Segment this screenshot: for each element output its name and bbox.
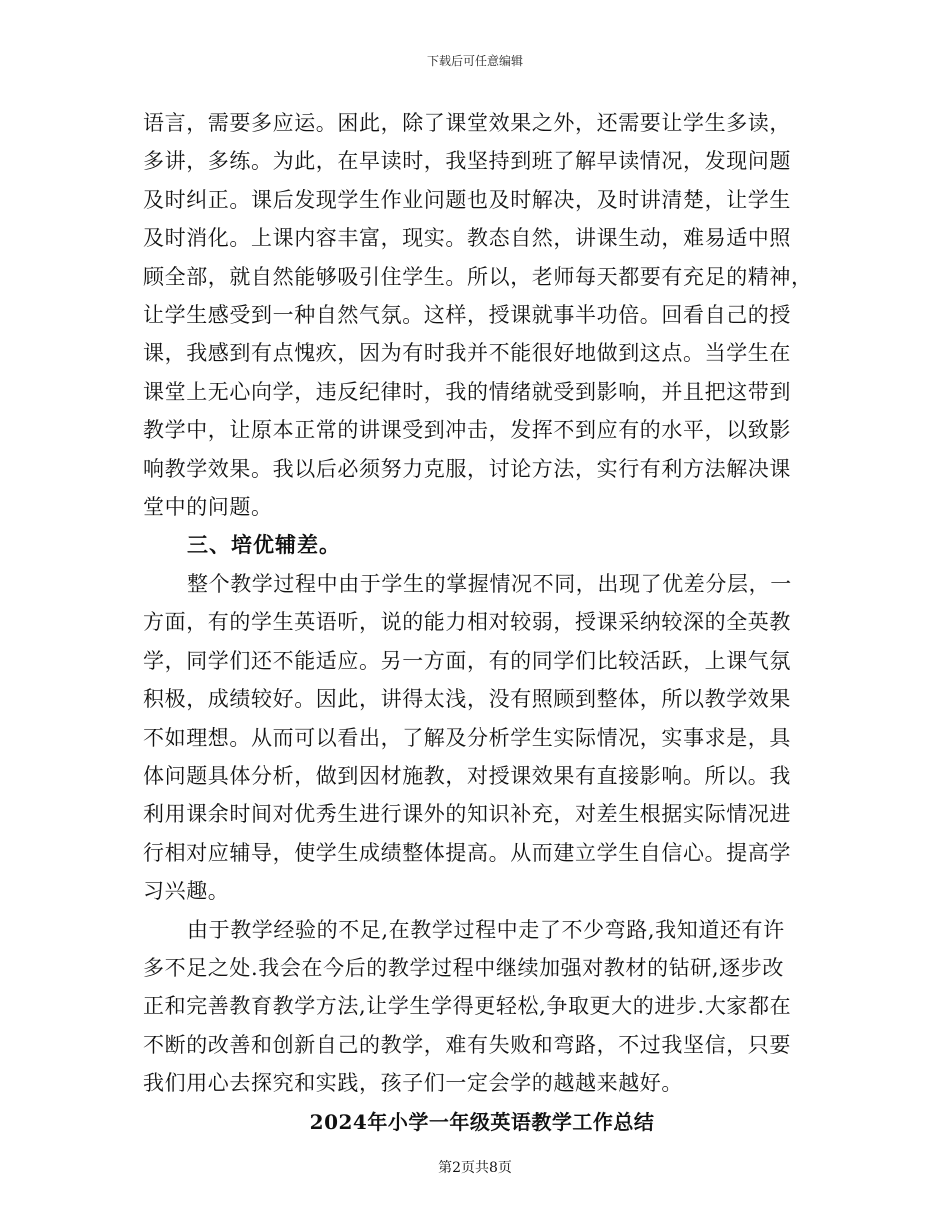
text-line: 堂中的问题。	[143, 495, 273, 520]
paragraph-teaching-effect	[143, 104, 813, 526]
text-line: 不断的改善和创新自己的教学，难有失败和弯路，不过我坚信，只要	[143, 1032, 791, 1057]
text-line: 及时纠正。课后发现学生作业问题也及时解决，及时讲清楚，让学生	[143, 187, 791, 212]
page-number: 第2页共8页	[438, 1160, 512, 1176]
text-line: 正和完善教育教学方法,让学生学得更轻松,争取更大的进步.大家都在	[143, 994, 792, 1019]
text-line: 不如理想。从而可以看出，了解及分析学生实际情况，实事求是，具	[143, 725, 791, 750]
text-line: 让学生感受到一种自然气氛。这样，授课就事半功倍。回看自己的授	[143, 303, 791, 328]
text-line: 行相对应辅导，使学生成绩整体提高。从而建立学生自信心。提高学	[143, 840, 791, 865]
text-line: 学，同学们还不能适应。另一方面，有的同学们比较活跃，上课气氛	[143, 648, 791, 673]
text-line: 利用课余时间对优秀生进行课外的知识补充，对差生根据实际情况进	[143, 802, 791, 827]
text-line: 响教学效果。我以后必须努力克服，讨论方法，实行有利方法解决课	[143, 456, 791, 481]
text-line: 由于教学经验的不足,在教学过程中走了不少弯路,我知道还有许	[187, 917, 785, 942]
text-line: 整个教学过程中由于学生的掌握情况不同，出现了优差分层，一	[187, 571, 792, 596]
text-line: 体问题具体分析，做到因材施教，对授课效果有直接影响。所以。我	[143, 763, 791, 788]
text-line: 顾全部，就自然能够吸引住学生。所以，老师每天都要有充足的精神，	[143, 264, 813, 289]
text-line: 课堂上无心向学，违反纪律时，我的情绪就受到影响，并且把这带到	[143, 379, 791, 404]
text-line: 课，我感到有点愧疚，因为有时我并不能很好地做到这点。当学生在	[143, 341, 791, 366]
paragraph-differentiated-teaching	[143, 565, 807, 911]
page-header: 下载后可任意编辑	[426, 54, 523, 68]
text-line: 多不足之处.我会在今后的教学过程中继续加强对教材的钻研,逐步改	[143, 955, 784, 980]
document-title: 2024年小学一年级英语教学工作总结	[309, 1109, 655, 1134]
text-line: 多讲，多练。为此，在早读时，我坚持到班了解早读情况，发现问题	[143, 149, 791, 174]
document-body	[143, 104, 813, 1141]
text-line: 教学中，让原本正常的讲课受到冲击，发挥不到应有的水平，以致影	[143, 418, 791, 443]
text-line: 方面，有的学生英语听，说的能力相对较弱，授课采纳较深的全英教	[143, 610, 791, 635]
text-line: 及时消化。上课内容丰富，现实。教态自然，讲课生动，难易适中照	[143, 226, 791, 251]
text-line: 我们用心去探究和实践，孩子们一定会学的越越来越好。	[143, 1071, 683, 1096]
text-line: 积极，成绩较好。因此，讲得太浅，没有照顾到整体，所以教学效果	[143, 687, 791, 712]
section-heading: 三、培优辅差。	[187, 532, 341, 558]
text-line: 习兴趣。	[143, 879, 230, 904]
paragraph-conclusion	[143, 911, 807, 1103]
text-line: 语言，需要多应运。困此，除了课堂效果之外，还需要让学生多读，	[143, 111, 791, 135]
